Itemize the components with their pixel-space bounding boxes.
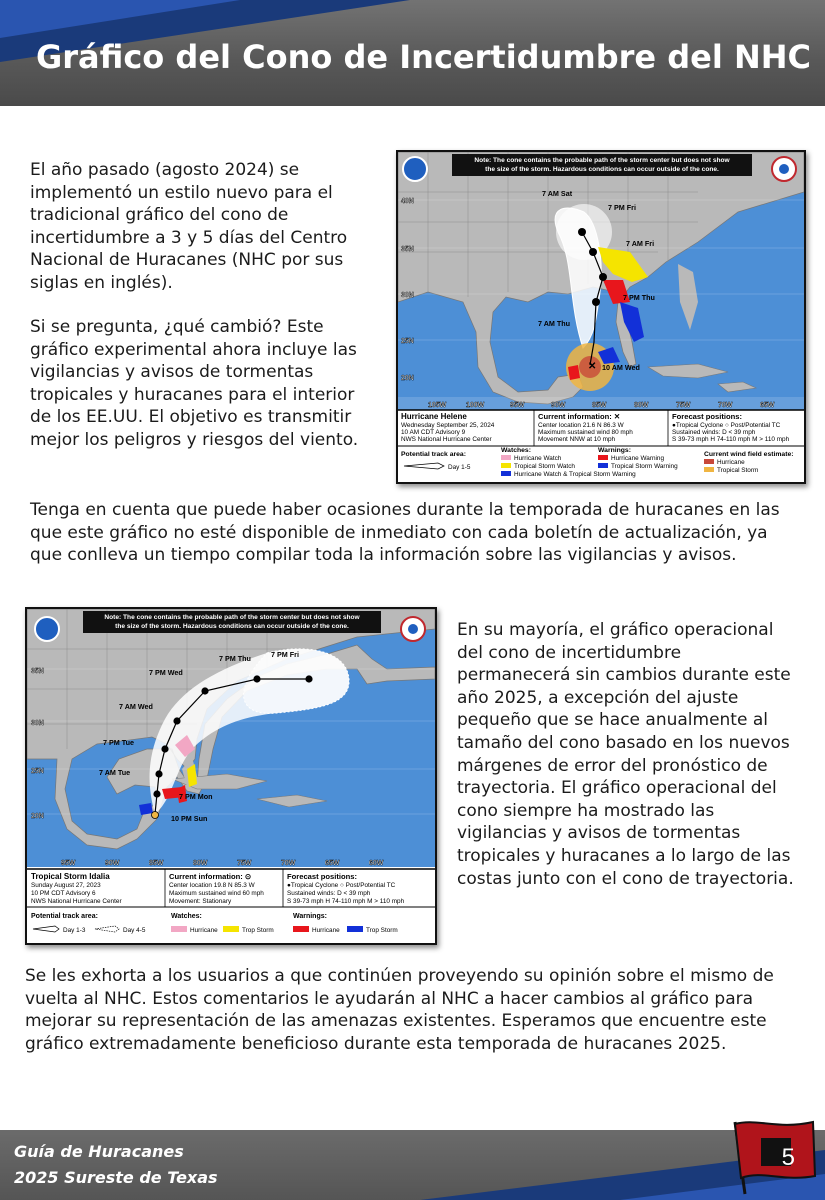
lon-label: 90W — [105, 860, 120, 867]
warn-hurricane: Hurricane — [312, 927, 340, 934]
forecast-types: ●Tropical Cyclone ○ Post/Potential TC — [672, 422, 781, 429]
lat-label: 25N — [31, 768, 44, 775]
hurricane-flag-icon — [727, 1116, 819, 1196]
lat-label: 25N — [401, 338, 414, 345]
wind-ts: Tropical Storm — [717, 467, 759, 474]
position-label: 7 PM Thu — [219, 654, 251, 663]
lat-label: 30N — [31, 720, 44, 727]
lon-label: 80W — [634, 402, 649, 409]
storm-date: Wednesday September 25, 2024 — [401, 422, 495, 429]
watch-ts: Trop Storm — [242, 927, 274, 934]
position-label: 10 AM Wed — [602, 363, 640, 372]
lon-label: 80W — [193, 860, 208, 867]
lon-label: 70W — [718, 402, 733, 409]
lon-label: 85W — [149, 860, 164, 867]
forecast-types: ●Tropical Cyclone ○ Post/Potential TC — [287, 882, 396, 889]
footer-swoosh — [0, 1130, 825, 1200]
forecast-title: Forecast positions: — [287, 872, 358, 881]
svg-text:✕: ✕ — [588, 361, 597, 372]
current-wind: Maximum sustained wind 60 mph — [169, 890, 264, 897]
forecast-winds: Sustained winds: D < 39 mph — [672, 429, 756, 436]
lon-label: 105W — [428, 402, 447, 409]
warn-ts: Tropical Storm Warning — [611, 463, 678, 470]
lat-label: 35N — [401, 246, 414, 253]
what-changed-paragraph: Si se pregunta, ¿qué cambió? Este gráfico experimental ahora incluye las vigilancias y avisos de tormentas tropicales y huracanes para el interior de los EE.UU. El objetivo es transmitir mejor los peligros y riesgos del viento. — [30, 317, 359, 450]
position-label: 7 PM Mon — [179, 792, 213, 801]
lon-label: 95W — [61, 860, 76, 867]
warnings-title: Warnings: — [293, 913, 327, 920]
lat-label: 20N — [401, 375, 414, 382]
position-label: 7 AM Thu — [538, 319, 571, 328]
svg-text:Note: The cone contains the pr: Note: The cone contains the probable path of the storm center but does not show — [474, 157, 730, 164]
watch-both: Hurricane Watch & Tropical Storm Warning — [514, 471, 636, 478]
footer-line-1: Guía de Huracanes — [14, 1142, 184, 1161]
track-area-title: Potential track area: — [401, 451, 466, 458]
helene-cone-map — [396, 150, 806, 484]
position-label: 10 PM Sun — [171, 814, 208, 823]
lat-label: 20N — [31, 813, 44, 820]
ts-warning-area — [139, 803, 153, 815]
position-label: 7 AM Tue — [99, 768, 131, 777]
current-wind: Maximum sustained wind 80 mph — [538, 429, 633, 436]
storm-name: Hurricane Helene — [401, 412, 467, 421]
page-footer — [0, 1130, 825, 1200]
track-days: Day 1-5 — [448, 464, 471, 471]
position-label: 7 PM Fri — [608, 203, 636, 212]
advisory: 10 PM CDT Advisory 6 — [31, 890, 96, 897]
storm-name: Tropical Storm Idalia — [31, 872, 110, 881]
intro-paragraph: El año pasado (agosto 2024) se implementó un estilo nuevo para el tradicional gráfico del cono de incertidumbre a 3 y 5 días del Centro Nacional de Huracanes (NHC por sus siglas en inglés). — [30, 160, 348, 293]
current-movement: Movement: Stationary — [169, 898, 232, 905]
current-info-title: Current information: ✕ — [538, 412, 621, 421]
track-day13: Day 1-3 — [63, 927, 86, 934]
warnings-title: Warnings: — [598, 447, 631, 454]
current-info-title: Current information: ⊙ — [169, 872, 252, 881]
noaa-logo — [403, 157, 427, 181]
track-day45: Day 4-5 — [123, 927, 146, 934]
advisory: 10 AM CDT Advisory 9 — [401, 429, 466, 436]
warn-ts: Trop Storm — [366, 927, 398, 934]
track-area-title: Potential track area: — [31, 913, 98, 920]
lon-label: 85W — [592, 402, 607, 409]
lat-label: 35N — [31, 668, 44, 675]
issuing-center: NWS National Hurricane Center — [31, 898, 122, 905]
lon-label: 75W — [676, 402, 691, 409]
idalia-cone-map — [25, 607, 437, 945]
page-header — [0, 0, 825, 106]
warn-hurricane: Hurricane Warning — [611, 455, 665, 462]
footer-line-2: 2025 Sureste de Texas — [14, 1168, 218, 1187]
current-location: Center location 21.6 N 86.3 W — [538, 422, 624, 429]
lon-label: 60W — [369, 860, 384, 867]
watches-title: Watches: — [501, 447, 531, 454]
lat-label: 30N — [401, 292, 414, 299]
lon-label: 65W — [760, 402, 775, 409]
current-movement: Movement NNW at 10 mph — [538, 436, 616, 443]
current-location: Center location 19.8 N 85.3 W — [169, 882, 255, 889]
storm-date: Sunday August 27, 2023 — [31, 882, 101, 889]
forecast-title: Forecast positions: — [672, 412, 743, 421]
lon-label: 75W — [237, 860, 252, 867]
windfield-title: Current wind field estimate: — [704, 451, 794, 458]
svg-text:the size of the storm. Hazardo: the size of the storm. Hazardous conditions can occur outside of the cone. — [485, 166, 719, 173]
position-label: 7 PM Tue — [103, 738, 135, 747]
lon-label: 90W — [551, 402, 566, 409]
lon-label: 70W — [281, 860, 296, 867]
watch-hurricane: Hurricane Watch — [514, 455, 562, 462]
page-number: 5 — [781, 1144, 795, 1171]
lon-label: 65W — [325, 860, 340, 867]
page-title: Gráfico del Cono de Incertidumbre del NHC — [35, 38, 811, 76]
lat-label: 40N — [401, 198, 414, 205]
forecast-scale: S 39-73 mph H 74-110 mph M > 110 mph — [287, 898, 405, 905]
operational-paragraph: En su mayoría, el gráfico operacional del cono de incertidumbre permanecerá sin cambios durante este año 2025, a excepción del ajuste pequeño que se hace anualmente al tamaño del cono basado en los nuevos márgenes de error del pronóstico de trayectoria. El gráfico operacional del cono siempre ha mostrado las vigilancias y avisos de tormentas tropicales y huracanes a lo largo de las costas junto con el cono de trayectoria. — [457, 620, 794, 889]
watch-hurricane: Hurricane — [190, 927, 218, 934]
position-label: 7 PM Fri — [271, 650, 299, 659]
lon-label: 100W — [466, 402, 485, 409]
watch-ts: Tropical Storm Watch — [514, 463, 575, 470]
position-label: 7 AM Fri — [626, 239, 655, 248]
wind-hurricane: Hurricane — [717, 459, 745, 466]
watches-title: Watches: — [171, 913, 202, 920]
availability-paragraph: Tenga en cuenta que puede haber ocasiones durante la temporada de huracanes en las que este gráfico no esté disponible de inmediato con cada boletín de actualización, ya que conlleva un tiempo compilar toda la información sobre las vigilancias y avisos. — [30, 500, 780, 566]
svg-text:the size of the storm. Hazardo: the size of the storm. Hazardous conditions can occur outside of the cone. — [115, 623, 349, 630]
position-label: 7 AM Sat — [542, 189, 573, 198]
forecast-winds: Sustained winds: D < 39 mph — [287, 890, 371, 897]
feedback-paragraph: Se les exhorta a los usuarios a que continúen proveyendo su opinión sobre el mismo de vuelta al NHC. Estos comentarios le ayudarán al NHC a hacer cambios al gráfico para mejorar su representación de las amenazas existentes. Esperamos que encuentre este gráfico extremadamente beneficioso durante esta temporada de huracanes 2025. — [25, 966, 774, 1054]
position-label: 7 AM Wed — [119, 702, 153, 711]
noaa-logo — [35, 617, 59, 641]
position-label: 7 PM Wed — [149, 668, 183, 677]
position-label: 7 PM Thu — [623, 293, 655, 302]
svg-text:Note: The cone contains the pr: Note: The cone contains the probable path of the storm center but does not show — [104, 614, 360, 621]
forecast-scale: S 39-73 mph H 74-110 mph M > 110 mph — [672, 436, 790, 443]
lon-label: 95W — [510, 402, 525, 409]
issuing-center: NWS National Hurricane Center — [401, 436, 492, 443]
